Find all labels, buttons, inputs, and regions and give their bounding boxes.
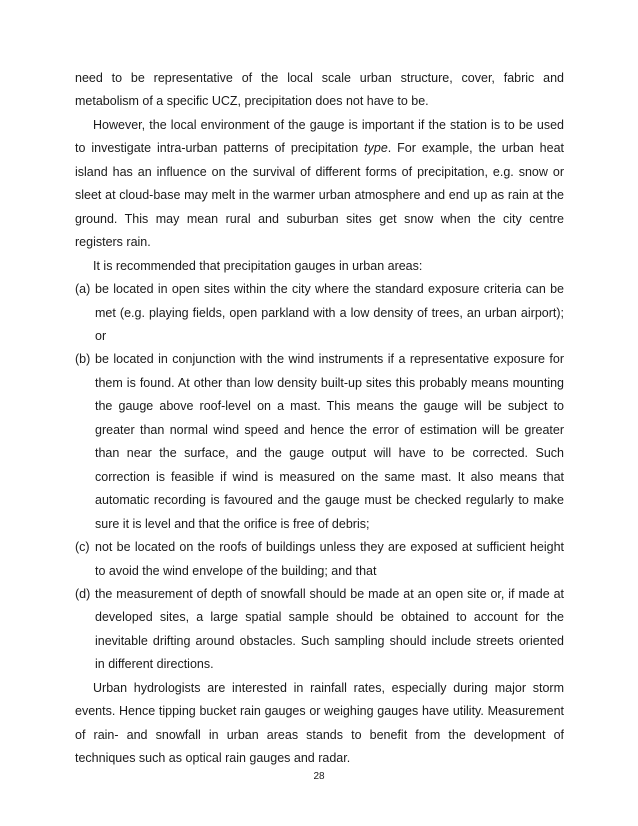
text-line: sure it is level and that the orifice is free of debris; [95,516,370,531]
text-line: island has an influence on the survival of different forms of precipitation, e.g. snow or [75,164,564,179]
emphasis-type: type [364,141,388,156]
list-label: (c) [75,540,90,555]
paragraph-urban-hydrology [75,677,564,771]
paragraph-recommendation [75,255,564,278]
text-line: automatic recording is favoured and the gauge must be checked regularly to make [95,493,564,508]
text-line: or [95,328,107,343]
text-line: However, the local environment of the gauge is important if the station is to be used [93,117,564,132]
text-line: inevitable drifting around obstacles. Such sampling should include streets oriented [95,633,564,648]
list-item-c [75,536,564,583]
text-line: be located in conjunction with the wind instruments if a representative exposure for [95,352,564,367]
text-line: registers rain. [75,235,151,250]
text-line: of rain- and snowfall in urban areas stands to benefit from the development of [75,727,564,742]
text-line: Urban hydrologists are interested in rainfall rates, especially during major storm [93,680,564,695]
text-line: techniques such as optical rain gauges and radar. [75,751,351,766]
text-line: the measurement of depth of snowfall should be made at an open site or, if made at [95,586,564,601]
list-label: (b) [75,352,91,367]
list-item-b [75,348,564,536]
text-line: metabolism of a specific UCZ, precipitation does not have to be. [75,94,429,109]
text-line: need to be representative of the local scale urban structure, cover, fabric and [75,71,564,85]
page-number: 28 [313,771,325,782]
text-line: events. Hence tipping bucket rain gauges or weighing gauges have utility. Measurement [75,704,564,719]
text-line: correction is feasible if wind is measured on the same mast. It also means that [95,469,564,484]
text-line: not be located on the roofs of buildings unless they are exposed at sufficient height [95,540,564,555]
list-label: (d) [75,586,91,601]
text-line: greater than normal wind speed and hence the error of estimation will be greater [95,422,564,437]
list-item-d [75,583,564,677]
list-label: (a) [75,282,91,297]
text-line: the gauge above roof-level on a mast. This means the gauge will be subject to [95,399,564,414]
text-line: than near the surface, and the gauge output will have to be corrected. Such [95,446,564,461]
text-line: in different directions. [95,657,214,672]
paragraph-gauge-environment [75,114,564,255]
body-text [75,67,564,771]
paragraph-continuation [75,67,564,114]
text-line: be located in open sites within the city where the standard exposure criteria can be [95,282,564,297]
text-line: ground. This may mean rural and suburban sites get snow when the city centre [75,211,564,226]
text-line: developed sites, a large spatial sample should be obtained to account for the [95,610,564,625]
text-line: to investigate intra-urban patterns of precipitation type. For example, the urban heat [75,141,564,156]
text-line: It is recommended that precipitation gauges in urban areas: [93,258,423,273]
text-line: to avoid the wind envelope of the building; and that [95,563,377,578]
text-line: them is found. At other than low density built-up sites this probably means mounting [95,375,564,390]
text-line: met (e.g. playing fields, open parkland with a low density of trees, an urban airport); [95,305,564,320]
list-item-a [75,278,564,348]
text-line: sleet at cloud-base may melt in the warmer urban atmosphere and end up as rain at the [75,188,564,203]
